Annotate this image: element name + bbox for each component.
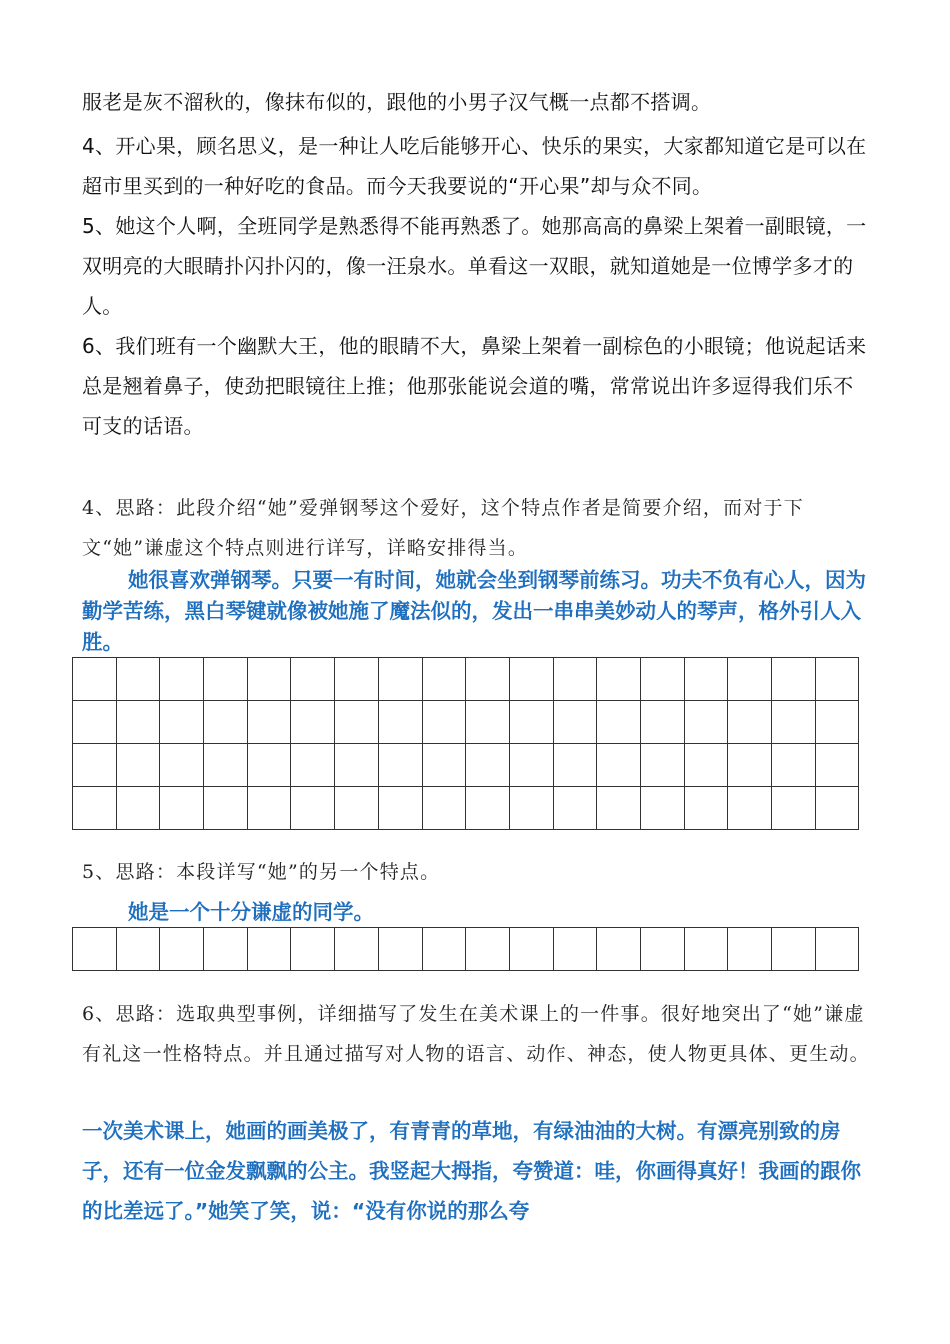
grid-cell[interactable] [160, 701, 204, 744]
grid-cell[interactable] [204, 701, 248, 744]
grid-cell[interactable] [728, 701, 772, 744]
grid-cell[interactable] [728, 744, 772, 787]
grid-cell[interactable] [815, 928, 859, 971]
grid-cell[interactable] [466, 744, 510, 787]
example-paragraph: 5、她这个人啊，全班同学是熟悉得不能再熟悉了。她那高高的鼻梁上架着一副眼镜，一双明亮的大眼睛扑闪扑闪的，像一汪泉水。单看这一双眼，就知道她是一位博学多才的人。 [82, 214, 867, 318]
grid-cell[interactable] [73, 701, 117, 744]
grid-cell[interactable] [247, 787, 291, 830]
grid-cell[interactable] [684, 658, 728, 701]
grid-cell[interactable] [640, 744, 684, 787]
grid-cell[interactable] [378, 744, 422, 787]
writing-grid-body[interactable] [73, 658, 859, 830]
grid-cell[interactable] [772, 658, 816, 701]
grid-cell[interactable] [553, 928, 597, 971]
section4-hint: 4、思路：此段介绍“她”爱弹钢琴这个爱好，这个特点作者是简要介绍，而对于下文“她”谦虚这个特点则进行详写，详略安排得当。 [82, 497, 804, 559]
grid-cell[interactable] [116, 787, 160, 830]
grid-cell[interactable] [597, 928, 641, 971]
grid-cell[interactable] [772, 701, 816, 744]
grid-cell[interactable] [378, 701, 422, 744]
grid-cell[interactable] [73, 658, 117, 701]
example-paragraph: 服老是灰不溜秋的，像抹布似的，跟他的小男子汉气概一点都不搭调。 [82, 90, 712, 114]
grid-cell[interactable] [378, 658, 422, 701]
grid-cell[interactable] [684, 701, 728, 744]
grid-cell[interactable] [291, 928, 335, 971]
grid-cell[interactable] [640, 928, 684, 971]
grid-cell[interactable] [422, 658, 466, 701]
grid-cell[interactable] [116, 658, 160, 701]
grid-cell[interactable] [204, 658, 248, 701]
grid-cell[interactable] [597, 658, 641, 701]
grid-cell[interactable] [640, 701, 684, 744]
grid-cell[interactable] [466, 928, 510, 971]
grid-cell[interactable] [815, 744, 859, 787]
grid-cell[interactable] [291, 658, 335, 701]
grid-cell[interactable] [509, 658, 553, 701]
grid-cell[interactable] [422, 701, 466, 744]
grid-cell[interactable] [160, 658, 204, 701]
grid-cell[interactable] [422, 928, 466, 971]
writing-grid[interactable] [72, 657, 859, 830]
grid-cell[interactable] [247, 928, 291, 971]
grid-cell[interactable] [160, 744, 204, 787]
grid-row [73, 787, 859, 830]
grid-cell[interactable] [422, 787, 466, 830]
grid-cell[interactable] [553, 658, 597, 701]
grid-cell[interactable] [247, 701, 291, 744]
grid-cell[interactable] [815, 701, 859, 744]
grid-cell[interactable] [815, 658, 859, 701]
grid-cell[interactable] [160, 928, 204, 971]
grid-cell[interactable] [509, 928, 553, 971]
grid-cell[interactable] [422, 744, 466, 787]
grid-cell[interactable] [335, 701, 379, 744]
grid-cell[interactable] [73, 744, 117, 787]
writing-grid[interactable] [72, 927, 859, 971]
grid-row [73, 658, 859, 701]
grid-cell[interactable] [640, 787, 684, 830]
grid-row [73, 928, 859, 971]
grid-cell[interactable] [291, 787, 335, 830]
grid-cell[interactable] [466, 658, 510, 701]
grid-cell[interactable] [116, 701, 160, 744]
grid-cell[interactable] [204, 744, 248, 787]
grid-cell[interactable] [335, 744, 379, 787]
writing-grid-body[interactable] [73, 928, 859, 971]
grid-cell[interactable] [640, 658, 684, 701]
grid-cell[interactable] [291, 744, 335, 787]
grid-cell[interactable] [684, 744, 728, 787]
grid-cell[interactable] [247, 658, 291, 701]
grid-cell[interactable] [509, 701, 553, 744]
grid-cell[interactable] [772, 928, 816, 971]
grid-cell[interactable] [204, 928, 248, 971]
grid-cell[interactable] [247, 744, 291, 787]
grid-cell[interactable] [378, 787, 422, 830]
grid-cell[interactable] [728, 658, 772, 701]
grid-cell[interactable] [116, 744, 160, 787]
grid-cell[interactable] [728, 787, 772, 830]
grid-cell[interactable] [597, 787, 641, 830]
grid-cell[interactable] [204, 787, 248, 830]
grid-cell[interactable] [772, 787, 816, 830]
grid-cell[interactable] [73, 928, 117, 971]
grid-cell[interactable] [466, 787, 510, 830]
section5-hint: 5、思路：本段详写“她”的另一个特点。 [82, 861, 441, 883]
example-paragraph: 6、我们班有一个幽默大王，他的眼睛不大，鼻梁上架着一副棕色的小眼镜；他说起话来总是翘着鼻子，使劲把眼镜往上推；他那张能说会道的嘴，常常说出许多逗得我们乐不可支的话语。 [82, 334, 867, 438]
grid-cell[interactable] [553, 787, 597, 830]
grid-row [73, 701, 859, 744]
grid-row [73, 744, 859, 787]
grid-cell[interactable] [772, 744, 816, 787]
section6-hint: 6、思路：选取典型事例，详细描写了发生在美术课上的一件事。很好地突出了“她”谦虚有礼这一性格特点。并且通过描写对人物的语言、动作、神态，使人物更具体、更生动。 [82, 1003, 870, 1065]
grid-cell[interactable] [553, 744, 597, 787]
grid-cell[interactable] [728, 928, 772, 971]
grid-cell[interactable] [335, 787, 379, 830]
grid-cell[interactable] [597, 744, 641, 787]
grid-cell[interactable] [509, 744, 553, 787]
grid-cell[interactable] [466, 701, 510, 744]
grid-cell[interactable] [597, 701, 641, 744]
grid-cell[interactable] [509, 787, 553, 830]
section6-answer: 一次美术课上，她画的画美极了，有青青的草地，有绿油油的大树。有漂亮别致的房子，还有一位金发飘飘的公主。我竖起大拇指，夸赞道：哇，你画得真好！我画的跟你的比差远了。”她笑了笑，说：“没有你说的那么夸 [82, 1119, 861, 1223]
example-paragraph: 4、开心果，顾名思义，是一种让人吃后能够开心、快乐的果实，大家都知道它是可以在超市里买到的一种好吃的食品。而今天我要说的“开心果”却与众不同。 [82, 134, 867, 198]
grid-cell[interactable] [335, 928, 379, 971]
grid-cell[interactable] [378, 928, 422, 971]
grid-cell[interactable] [684, 787, 728, 830]
grid-cell[interactable] [291, 701, 335, 744]
section5-answer: 她是一个十分谦虚的同学。 [128, 900, 374, 924]
section4-answer: 她很喜欢弹钢琴。只要一有时间，她就会坐到钢琴前练习。功夫不负有心人，因为勤学苦练，黑白琴键就像被她施了魔法似的，发出一串串美妙动人的琴声，格外引人入胜。 [82, 568, 866, 654]
grid-cell[interactable] [335, 658, 379, 701]
grid-cell[interactable] [116, 928, 160, 971]
grid-cell[interactable] [160, 787, 204, 830]
grid-cell[interactable] [815, 787, 859, 830]
grid-cell[interactable] [684, 928, 728, 971]
grid-cell[interactable] [553, 701, 597, 744]
grid-cell[interactable] [73, 787, 117, 830]
